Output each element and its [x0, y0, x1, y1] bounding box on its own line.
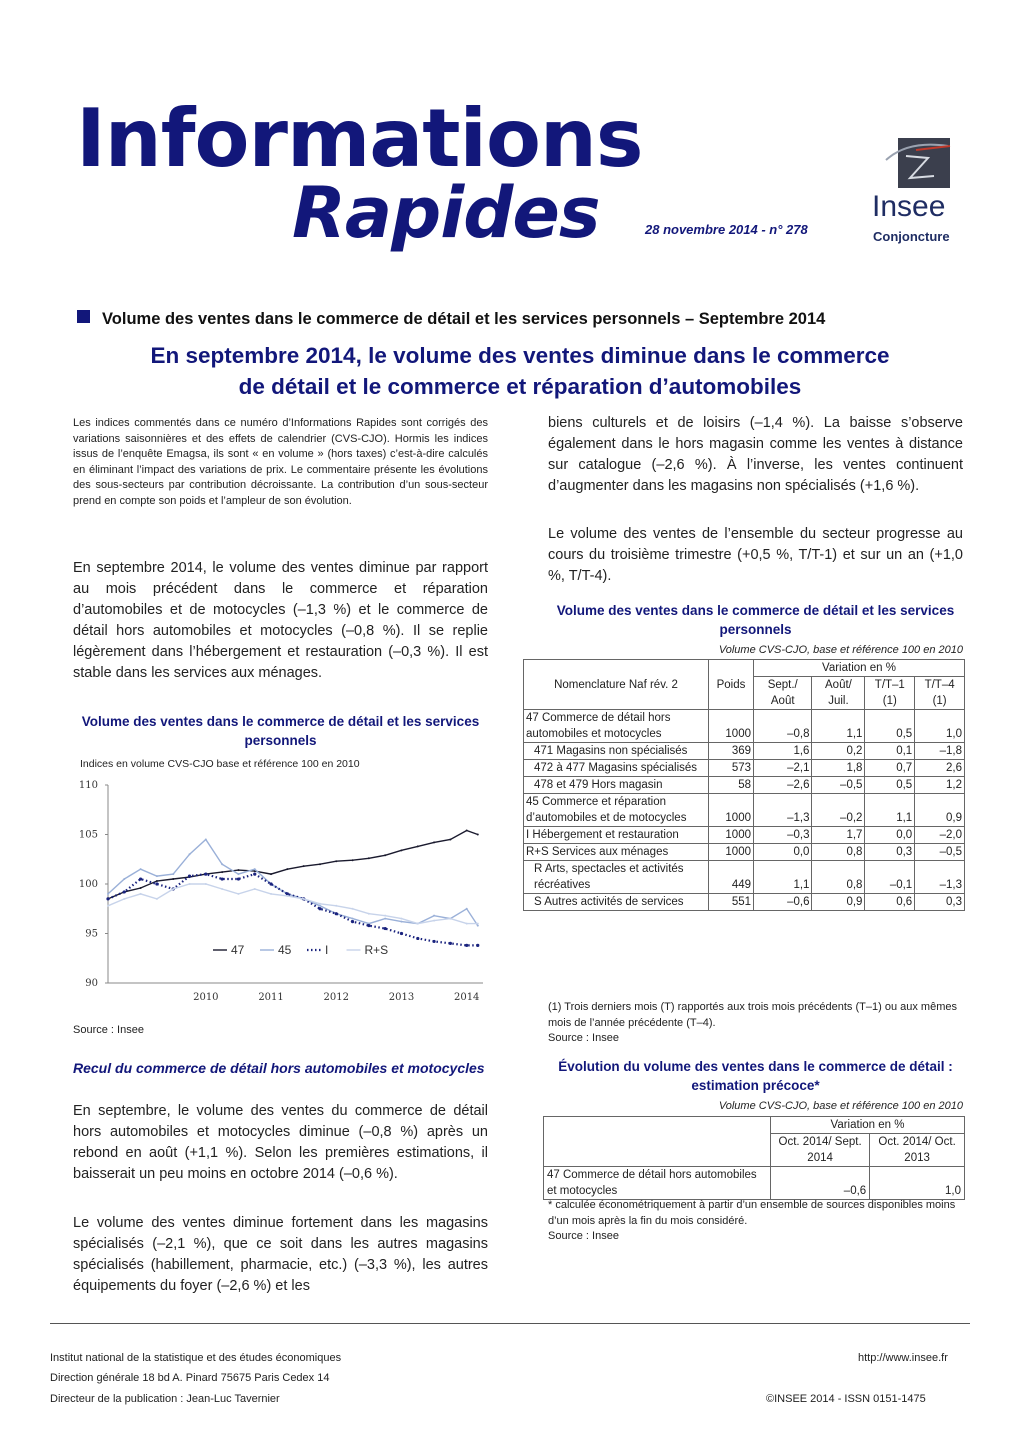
table-row: [524, 861, 965, 894]
table2-corner: [544, 1117, 771, 1134]
data-point: [189, 883, 191, 885]
table2-subtitle: Volume CVS-CJO, base et référence 100 en 2010: [718, 1100, 963, 1112]
data-point: [156, 875, 158, 877]
data-point: [433, 841, 435, 843]
table2-header-oct-sept: Oct. 2014/ Sept. 2014: [771, 1134, 870, 1167]
table-cell-sept-aout: –0,6: [754, 894, 812, 911]
data-point: [335, 912, 338, 915]
table-cell-t-t1: 0,5: [865, 710, 915, 743]
table-cell-t-t1: 0,0: [865, 827, 915, 844]
data-point: [286, 868, 288, 870]
data-point: [400, 849, 402, 851]
data-point: [335, 905, 337, 907]
table-row: [524, 894, 965, 911]
data-point: [107, 905, 109, 907]
footer-url-link[interactable]: http://www.insee.fr: [858, 1352, 948, 1364]
data-point: [253, 873, 256, 876]
table-source: Source : Insee: [548, 1032, 619, 1044]
series-line-45: [108, 840, 478, 926]
data-point: [417, 845, 419, 847]
header-t-t1: T/T–1 (1): [865, 677, 915, 710]
data-point: [318, 907, 321, 910]
table-row: [524, 844, 965, 861]
data-point: [368, 913, 370, 915]
x-tick-label: 2013: [388, 992, 415, 1003]
series-line-r-plus-s: [108, 884, 478, 924]
data-point: [466, 923, 468, 925]
data-point: [319, 863, 321, 865]
data-point: [466, 830, 468, 832]
data-point: [400, 921, 402, 923]
legend-label: 47: [231, 943, 245, 957]
data-point: [156, 898, 158, 900]
data-point: [237, 873, 239, 875]
y-tick-label: 90: [85, 978, 98, 989]
data-point: [352, 918, 354, 920]
data-point: [270, 893, 272, 895]
data-point: [303, 865, 305, 867]
data-point: [303, 898, 305, 900]
table-cell-aout-juil: 1,8: [812, 760, 865, 777]
headline: [60, 340, 980, 402]
series-line-i: [108, 874, 478, 945]
data-point: [189, 853, 191, 855]
data-point: [449, 838, 451, 840]
insee-logo-text: Insee: [872, 190, 946, 223]
table-cell-t-t1: 0,6: [865, 894, 915, 911]
data-point: [254, 868, 256, 870]
table-cell-t-t4: 2,6: [915, 760, 965, 777]
footer-divider: [50, 1323, 970, 1324]
table-cell-label: 478 et 479 Hors magasin: [524, 777, 709, 794]
table-cell-label: R+S Services aux ménages: [524, 844, 709, 861]
table-row: [524, 743, 965, 760]
header-variation: Variation en %: [754, 660, 965, 677]
x-tick-label: 2011: [258, 992, 284, 1003]
table-cell-aout-juil: 0,9: [812, 894, 865, 911]
header-aout-juil: Août/ Juil.: [812, 677, 865, 710]
chart-source: Source : Insee: [73, 1024, 144, 1036]
header-t-t4: T/T–4 (1): [915, 677, 965, 710]
headline-line1: En septembre 2014, le volume des ventes diminue dans le commerce: [150, 343, 890, 368]
section-subheading: Recul du commerce de détail hors automobiles et motocycles: [73, 1060, 485, 1076]
table2-notes: [548, 1198, 963, 1245]
table-cell-poids: 573: [709, 760, 754, 777]
table-cell-aout-juil: –0,5: [812, 777, 865, 794]
table-row: [524, 777, 965, 794]
data-point: [172, 873, 174, 875]
table-cell-t-t1: –0,1: [865, 861, 915, 894]
table-cell-aout-juil: 1,1: [812, 710, 865, 743]
data-point: [433, 920, 435, 922]
y-tick-label: 105: [78, 829, 98, 841]
publication-title-line1: Informations: [76, 92, 643, 185]
data-point: [237, 869, 239, 871]
sales-volume-chart: [73, 775, 493, 1010]
data-point: [319, 903, 321, 905]
table-cell-sept-aout: –2,6: [754, 777, 812, 794]
data-point: [237, 877, 240, 880]
data-point: [106, 897, 109, 900]
header-poids: Poids: [709, 660, 754, 710]
table-cell-t-t1: 0,3: [865, 844, 915, 861]
paragraph-retail: En septembre, le volume des ventes du commerce de détail hors automobiles et motocycles diminue (–0,8 %) après un rebond en août (+1,1 %). Selon les premières estimations, il baisserait un peu moins en octobre 2014 (–0,6 %).: [73, 1103, 488, 1182]
footer-address: Direction générale 18 bd A. Pinard 75675 Paris Cedex 14: [50, 1372, 330, 1384]
data-point: [270, 873, 272, 875]
paragraph-summary: En septembre 2014, le volume des ventes diminue par rapport au mois précédent dans le commerce et réparation d’automobiles et de motocycles (–1,3 %) et le commerce de détail hors automobiles et motocycles (–0,8 %). Il se replie légèrement dans l’hébergement et restauration (–0,3 %). Il est stable dans les services aux ménages.: [73, 560, 488, 681]
data-point: [466, 908, 468, 910]
data-point: [205, 883, 207, 885]
legend-label: I: [325, 943, 329, 957]
table2-footnote: * calculée économétriquement à partir d’un ensemble de sources disponibles moins d’un mois après la fin du mois considéré.: [548, 1199, 956, 1227]
table-cell-t-t4: –2,0: [915, 827, 965, 844]
data-point: [188, 874, 191, 877]
intro-note: Les indices commentés dans ce numéro d’Informations Rapides sont corrigés des variations saisonnières et des effets de calendrier (CVS-CJO). Hormis les indices issus de l’enquête Emagsa, ils sont « en volume » (hors taxes) c’est-à-dire calculés en éliminant l’impact des variations de prix. Le commentaire présente les évolutions des sous-secteurs par contribution décroissante. La contribution d’un sous-secteur prend en compte son poids et l’ampleur de son évolution.: [73, 417, 488, 507]
header-nomenclature: Nomenclature Naf rév. 2: [524, 660, 709, 710]
data-point: [367, 924, 370, 927]
data-point: [449, 918, 451, 920]
table2-row-label: 47 Commerce de détail hors automobiles et motocycles: [544, 1167, 771, 1200]
data-point: [123, 890, 126, 893]
data-point: [107, 893, 109, 895]
paragraph-quarterly: Le volume des ventes de l’ensemble du secteur progresse au cours du troisième trimestre (+0,5 %, T/T-1) et sur un an (+1,0 %, T/T-4).: [548, 526, 963, 584]
table-cell-poids: 369: [709, 743, 754, 760]
table-cell-poids: 551: [709, 894, 754, 911]
data-point: [319, 905, 321, 907]
table-subtitle: Volume CVS-CJO, base et référence 100 en 2010: [718, 644, 963, 656]
data-point: [155, 882, 158, 885]
data-point: [465, 944, 468, 947]
series-line-47: [108, 831, 478, 899]
table-row: [524, 827, 965, 844]
table-cell-label: 472 à 477 Magasins spécialisés: [524, 760, 709, 777]
table-cell-label: 471 Magasins non spécialisés: [524, 743, 709, 760]
footer-institute: Institut national de la statistique et des études économiques: [50, 1352, 342, 1364]
table-cell-aout-juil: 0,2: [812, 743, 865, 760]
topic-bullet-icon: [77, 310, 90, 323]
data-point: [254, 888, 256, 890]
y-tick-label: 110: [78, 780, 98, 791]
data-point: [384, 915, 386, 917]
publication-title-line2: Rapides: [292, 172, 600, 254]
data-point: [417, 923, 419, 925]
table-cell-sept-aout: –2,1: [754, 760, 812, 777]
table-cell-t-t4: –1,8: [915, 743, 965, 760]
data-point: [352, 859, 354, 861]
table-cell-poids: 1000: [709, 827, 754, 844]
table-cell-t-t1: 1,1: [865, 794, 915, 827]
table-row: [524, 760, 965, 777]
table-cell-aout-juil: –0,2: [812, 794, 865, 827]
data-point: [400, 932, 403, 935]
table-cell-label: 45 Commerce et réparation d’automobiles et de motocycles: [524, 794, 709, 827]
table2-header-oct-oct: Oct. 2014/ Oct. 2013: [870, 1134, 965, 1167]
legend-label: R+S: [364, 943, 389, 957]
headline-line2: de détail et le commerce et réparation d’automobiles: [238, 374, 802, 399]
table-cell-poids: 1000: [709, 710, 754, 743]
chart-subtitle: Indices en volume CVS-CJO base et référence 100 en 2010: [80, 758, 360, 770]
data-point: [172, 888, 174, 890]
table-cell-t-t4: –0,5: [915, 844, 965, 861]
table2-source: Source : Insee: [548, 1230, 619, 1242]
table-cell-t-t1: 0,7: [865, 760, 915, 777]
table-cell-t-t4: –1,3: [915, 861, 965, 894]
table-cell-sept-aout: –0,8: [754, 710, 812, 743]
data-point: [123, 898, 125, 900]
data-point: [205, 838, 207, 840]
table-cell-t-t4: 0,3: [915, 894, 965, 911]
data-point: [477, 923, 479, 925]
data-point: [123, 878, 125, 880]
data-point: [384, 854, 386, 856]
data-point: [384, 918, 386, 920]
data-point: [449, 942, 452, 945]
data-point: [140, 893, 142, 895]
header-sept-aout: Sept./ Août: [754, 677, 812, 710]
data-point: [477, 925, 479, 927]
data-point: [139, 877, 142, 880]
data-point: [140, 868, 142, 870]
insee-logo-subtitle: Conjoncture: [873, 229, 950, 244]
table-cell-aout-juil: 0,8: [812, 844, 865, 861]
early-estimate-table: [543, 1116, 965, 1200]
data-point: [433, 915, 435, 917]
footer-copyright: ©INSEE 2014 - ISSN 0151-1475: [766, 1393, 926, 1405]
table-cell-sept-aout: –1,3: [754, 794, 812, 827]
table-cell-poids: 1000: [709, 794, 754, 827]
table-cell-aout-juil: 0,8: [812, 861, 865, 894]
table-cell-poids: 58: [709, 777, 754, 794]
table-notes: [548, 1000, 963, 1047]
issue-date: 28 novembre 2014 - n° 278: [645, 222, 808, 237]
data-point: [384, 927, 387, 930]
paragraph-continued: biens culturels et de loisirs (–1,4 %). La baisse s’observe également dans le hors magasin comme les ventes à distance sur catalogue (–2,6 %). À l’inverse, les ventes continuent d’augmenter dans les magasins non spécialisés (+1,6 %).: [548, 415, 963, 494]
footer-director: Directeur de la publication : Jean-Luc Tavernier: [50, 1393, 280, 1405]
data-point: [432, 940, 435, 943]
table-cell-sept-aout: 1,1: [754, 861, 812, 894]
chart-title: Volume des ventes dans le commerce de détail et les services personnels: [81, 714, 480, 748]
x-tick-label: 2010: [193, 992, 219, 1003]
table-row: [524, 710, 965, 743]
data-point: [156, 880, 158, 882]
data-point: [221, 888, 223, 890]
data-point: [476, 944, 479, 947]
data-point: [400, 918, 402, 920]
data-point: [352, 908, 354, 910]
table2-header-variation: Variation en %: [771, 1117, 965, 1134]
table-cell-t-t4: 0,9: [915, 794, 965, 827]
paragraph-specialised: Le volume des ventes diminue fortement dans les magasins spécialisés (–2,1 %), que ce soit dans les autres magasins spécialisés (habillement, pharmacie, etc.) (–3,3 %), les autres équipements du foyer (–2,6 %) et les: [73, 1215, 488, 1294]
table-cell-sept-aout: –0,3: [754, 827, 812, 844]
table2-value-year: 1,0: [870, 1167, 965, 1200]
table-cell-aout-juil: 1,7: [812, 827, 865, 844]
table-cell-poids: 1000: [709, 844, 754, 861]
legend-label: 45: [278, 943, 292, 957]
table-cell-t-t4: 1,2: [915, 777, 965, 794]
table-body: [524, 710, 965, 911]
data-point: [335, 860, 337, 862]
data-point: [221, 863, 223, 865]
table-cell-label: R Arts, spectacles et activités récréatives: [524, 861, 709, 894]
data-point: [416, 937, 419, 940]
table-cell-label: 47 Commerce de détail hors automobiles et motocycles: [524, 710, 709, 743]
table-cell-sept-aout: 1,6: [754, 743, 812, 760]
x-tick-label: 2014: [453, 992, 480, 1003]
data-point: [237, 893, 239, 895]
table-row: [524, 794, 965, 827]
data-point: [221, 877, 224, 880]
y-tick-label: 95: [85, 928, 98, 940]
data-point: [140, 887, 142, 889]
data-point: [172, 878, 174, 880]
table-cell-label: S Autres activités de services: [524, 894, 709, 911]
table-cell-t-t1: 0,1: [865, 743, 915, 760]
table-cell-poids: 449: [709, 861, 754, 894]
table-cell-t-t1: 0,5: [865, 777, 915, 794]
data-point: [221, 871, 223, 873]
table-footnote: (1) Trois derniers mois (T) rapportés aux trois mois précédents (T–1) ou aux mêmes mois de l’année précédente (T–4).: [548, 1001, 957, 1029]
table2-value-month: –0,6: [771, 1167, 870, 1200]
table-cell-t-t4: 1,0: [915, 710, 965, 743]
table2-title: Évolution du volume des ventes dans le commerce de détail : estimation précoce*: [558, 1059, 953, 1093]
table-cell-sept-aout: 0,0: [754, 844, 812, 861]
data-point: [368, 857, 370, 859]
table-cell-label: I Hébergement et restauration: [524, 827, 709, 844]
data-point: [286, 895, 288, 897]
data-point: [351, 920, 354, 923]
y-tick-label: 100: [78, 879, 98, 890]
sales-volume-table: [523, 659, 965, 911]
table-row: [544, 1167, 965, 1200]
topic-heading: Volume des ventes dans le commerce de détail et les services personnels – Septembre 2014: [102, 310, 826, 328]
data-point: [204, 873, 207, 876]
table2-corner-lower: [544, 1134, 771, 1167]
data-point: [269, 882, 272, 885]
data-point: [477, 834, 479, 836]
x-tick-label: 2012: [323, 992, 349, 1003]
table-title: Volume des ventes dans le commerce de détail et les services personnels: [556, 603, 955, 637]
